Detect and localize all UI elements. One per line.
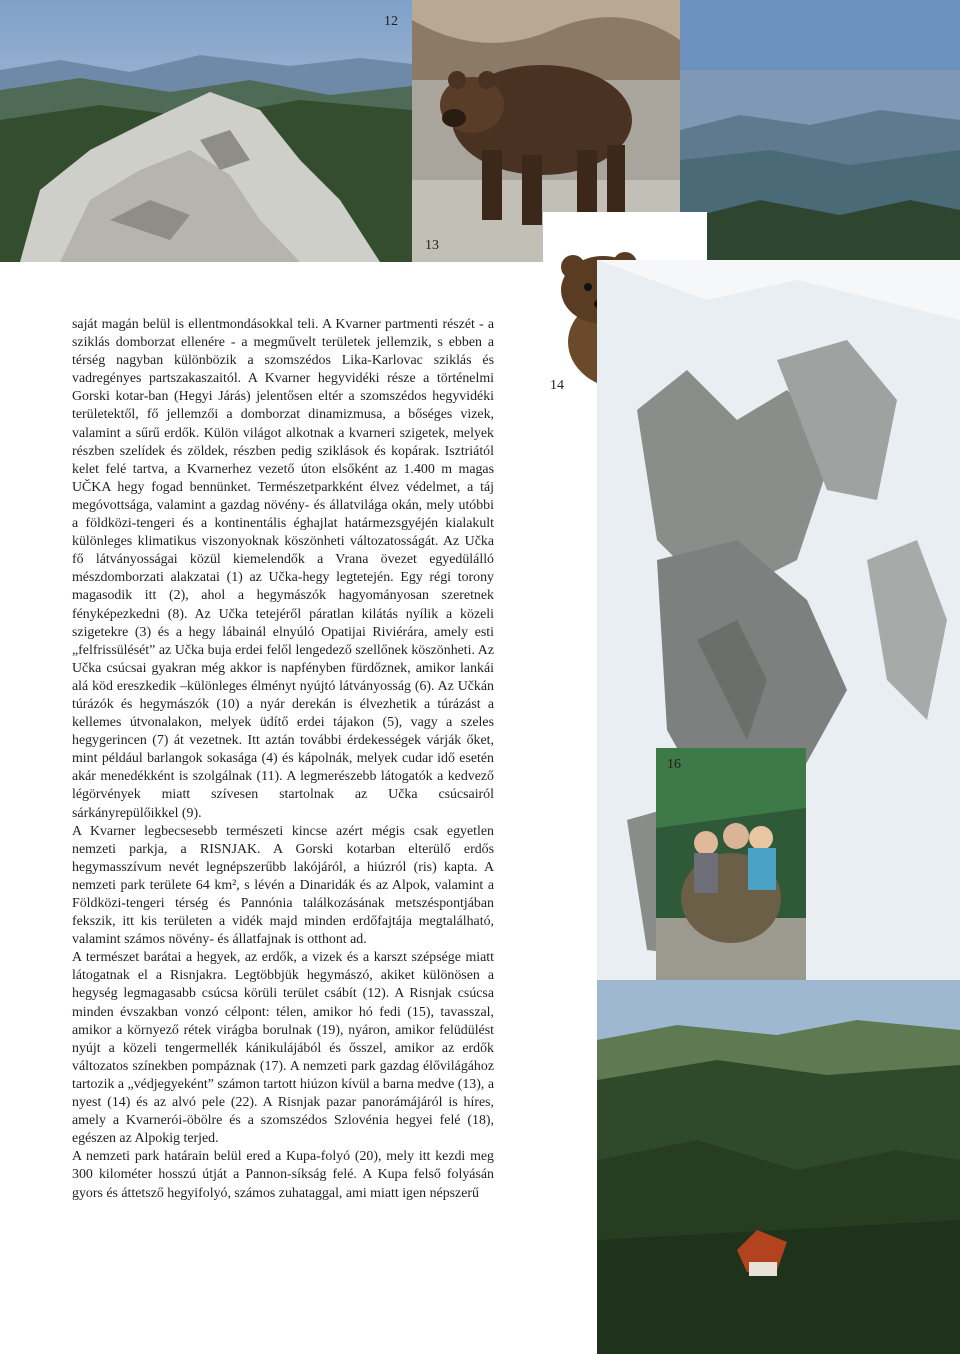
forest-hut-icon — [597, 980, 960, 1354]
photo-number-16: 16 — [667, 757, 681, 772]
photo-number-13: 13 — [425, 238, 439, 253]
photo-forest-hut — [597, 980, 960, 1354]
rocky-karst-summit-icon — [0, 0, 412, 262]
photo-mountain-panorama — [680, 0, 960, 300]
photo-number-12: 12 — [384, 14, 398, 29]
paragraph-ucka: saját magán belül is ellentmondásokkal teli. A Kvarner partmenti részét - a sziklás domborzat ellenére - a megművelt területek jellemzik, s ebben a térség nagyban különbözik a szomszédos Lika-Karlovac sziklás és vadregényes partszakaszaitól. A Kvarner hegyvidéki része a történelmi Gorski kotar-ban (Hegyi Járás) jelentősen eltér a szomszédos hegyvidéki területektől, fő jellemzői a domborzat dinamizmusa, a bőséges vizek, valamint a sűrű erdők. Külön világot alkotnak a kvarneri szigetek, melyek részben szelídek és zöldek, részben pedig sziklások és kopárak. Isztriától kelet felé tartva, a Kvarnerhez vezető úton elsőként az 1.400 m magas UČKA hegy fogad bennünket. Természetparkként élvez védelmet, a táj megóvottsága, valamint a gazdag növény- és állatvilága okán, mely utóbbi a földközi-tengeri és a kontinentális éghajlat határmezsgyéjén kialakult különleges klimatikus viszonyoknak köszönheti változatosságát. Az Učka fő látványosságai közül kiemelendők a Vrana övezet egyedülálló mészdomborzati alakzatai (1) az Učka-hegy legtetején. Egy régi torony magasodik itt (2), ahol a hegymászók hagyományosan szeretnek fényképezkedni (8). Az Učka tetejéről páratlan kilátás nyílik a közeli szigetekre (3) és a hegy lábainál elnyúló Opatijai Riviérára, amely esti „felfrissülését” az Učka buja erdei felől lengedező szellőnek köszönheti. Az Učka csúcsai gyakran még akkor is napfényben fürdőznek, amikor lankái alá köd ereszkedik –különleges élményt nyújtó látványosság (6). Az Učkán túrázók és hegymászók (10) a nyár derekán is élvezhetik a túrázást a kellemes útvonalakon, melyek üdítő erdei tájakon (5), vagy a szeles hegygerincen (7) át vezetnek. Itt aztán további érdekességek várják őket, mint például barlangok sokasága (4) és kápolnák, melyek cudar idő esetén akár menedékként is szolgálnak (11). A legmerészebb látogatók a kedvező légörvények miatt szívesen startolnak az Učka csúcsairól sárkányrepülőikkel (9). — [72, 317, 494, 821]
paragraph-kupa-river: A nemzeti park határain belül ered a Kupa-folyó (20), mely itt kezdi meg 300 kilométer hosszú útját a Pannon-síkság felé. A Kupa felső folyásán gyors és áttetsző hegyifolyó, számos zuhataggal, ami miatt igen népszerű — [72, 1149, 494, 1201]
photo-number-14: 14 — [550, 378, 564, 393]
paragraph-risnjak-intro: A Kvarner legbecsesebb természeti kincse azért mégis csak egyetlen nemzeti parkja, a RISNJAK. A Gorski kotarban elterülő erdős hegymasszívum nevét legnépszerűbb lakójáról, a hiúzról (ris) kapta. A nemzeti park területe 64 km², s lévén a Dinaridák és az Alpok, valamint a Földközi-tengeri térség és Pannónia találkozásának metszéspontjában fekszik, itt kis területen a vidék majd minden erdőfajtája megtalálható, valamint számos növény- és állatfajnak is otthont ad. — [72, 823, 494, 948]
mountain-valley-icon — [680, 0, 960, 300]
family-hikers-icon — [656, 748, 806, 984]
article-text — [72, 316, 494, 1203]
photo-rocky-summit — [0, 0, 412, 262]
photo-family-hikers — [656, 748, 806, 984]
paragraph-risnjak-visitors: A természet barátai a hegyek, az erdők, a vizek és a karszt szépsége miatt látogatnak el a Risnjakra. Legtöbbjük hegymászó, akiket különösen a hegység legmagasabb csúcsa körüli terület csábít (12). A Risnjak csúcsa minden évszakban vonzó célpont: télen, amikor hó fedi (15), tavasszal, amikor a környező rétek virágba borulnak (19), nyáron, amikor felüdülést nyújt a közeli tengermellék kánikulájából és ősszel, amikor az erdők változatos színekben pompáznak (17). A nemzeti park gazdag élővilágához tartozik a „védjegyeként” számon tartott hiúzon kívül a barna medve (13), a nyest (14) és az alvó pele (22). A Risnjak pazar panorámájáról is híres, amely a Kvarnerói-öbölre és a szomszédos Szlovénia hegyei felé (18), egészen az Alpokig terjed. — [72, 950, 494, 1147]
